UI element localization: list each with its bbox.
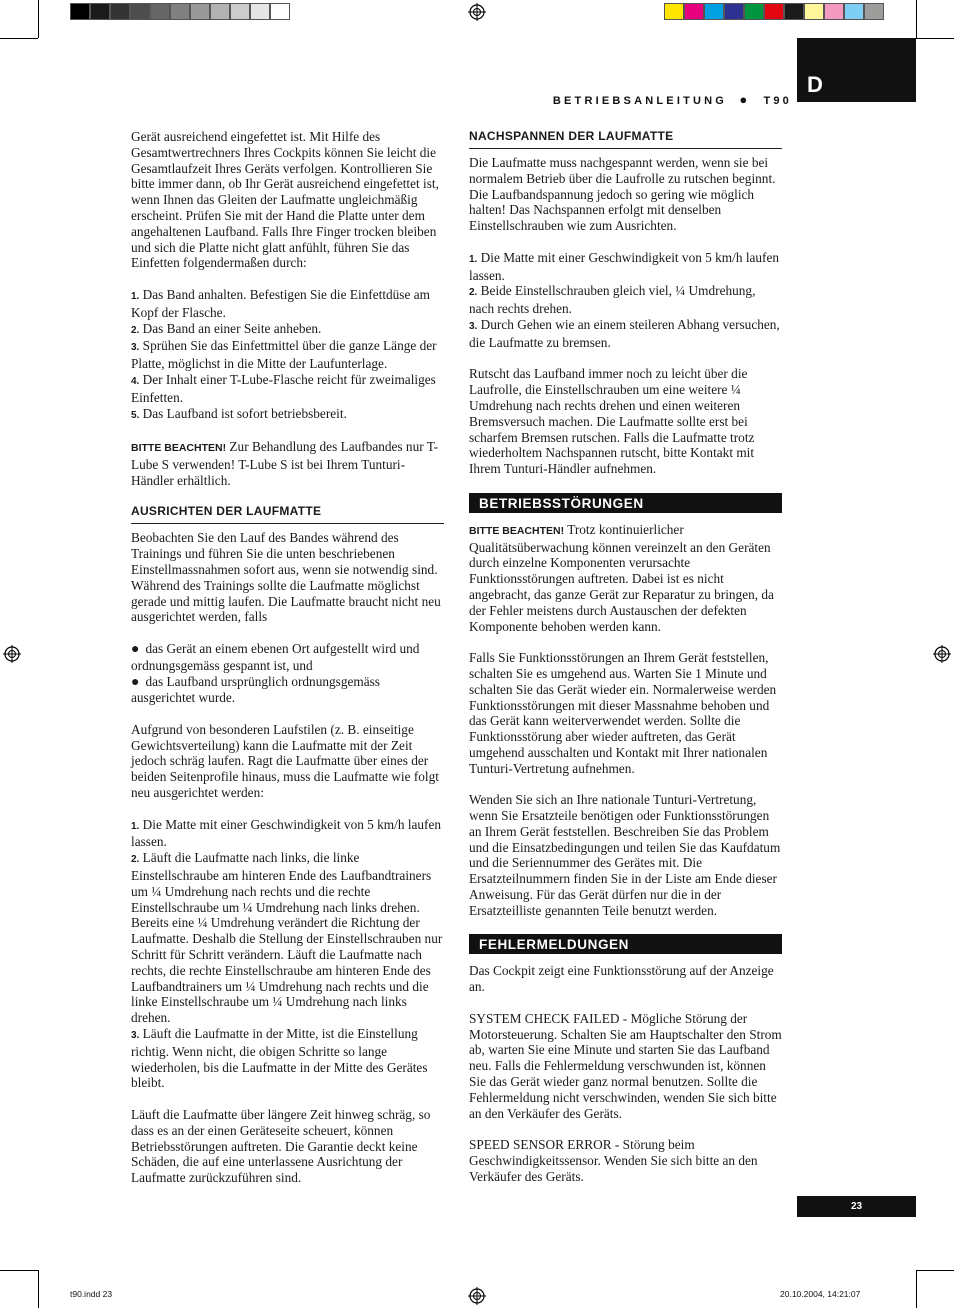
file-slug: t90.indd 23 — [70, 1289, 113, 1299]
color-swatch — [150, 3, 170, 20]
step-text: Der Inhalt einer T-Lube-Flasche reicht für zweimaliges Einfetten. — [131, 371, 436, 405]
error-system-check: SYSTEM CHECK FAILED - Mögliche Störung der Motorsteuerung. Schalten Sie am Hauptschalter den Strom ab, warten Sie eine Minute und starten Sie das Laufband neu. Falls die Fehlermeldung verschwunden ist, können Sie das Gerät wieder ganz normal benutzen. Sollte die Fehlermeldung nicht verschwinden, wenden Sie sich bitte an den Verkäufer des Geräts. — [469, 1010, 782, 1121]
crop-mark — [0, 38, 38, 39]
step-number: 2. — [131, 324, 140, 336]
error-speed-sensor: SPEED SENSOR ERROR - Störung beim Geschwindigkeitssensor. Wenden Sie sich bitte an den Verkäufer des Geräts. — [469, 1137, 758, 1184]
alignment-steps — [131, 817, 444, 1092]
step-number: 1. — [469, 253, 478, 265]
running-title: BETRIEBSANLEITUNG — [552, 95, 728, 107]
left-column — [131, 129, 444, 1186]
note-text: Zur Behandlung des Laufbandes nur T-Lube S verwenden! T-Lube S ist bei Ihrem Tunturi-Händler erhältlich. — [131, 439, 439, 488]
note-label: BITTE BEACHTEN! — [469, 524, 565, 537]
registration-mark-icon — [468, 1287, 486, 1305]
list-item — [131, 674, 444, 707]
step-text: Das Band anhalten. Befestigen Sie die Einfettdüse am Kopf der Flasche. — [131, 286, 430, 320]
model-name: T90 — [763, 95, 792, 107]
list-item — [131, 641, 444, 674]
crop-mark — [916, 1270, 954, 1271]
filled-circle-icon: ● — [739, 92, 748, 107]
list-item — [469, 283, 782, 317]
crop-mark — [0, 1270, 38, 1271]
tensioning-paragraph-2: Rutscht das Laufband immer noch zu leicht über die Laufrolle, die Einstellschrauben um eine weitere ¼ Umdrehung nach rechts drehen und einen weiteren Bremsversuch machen. Die Laufmatte sollte erst bei scharfem Bremsen rutschen. Falls die Laufmatte trotz wiederholtem Nachspannen rutscht, bitte Kontakt mit Ihrem Tunturi-Händler aufnehmen. — [469, 366, 755, 477]
color-swatch — [230, 3, 250, 20]
running-header — [520, 92, 792, 107]
color-swatch — [130, 3, 150, 20]
step-text: Das Band an einer Seite anheben. — [142, 320, 322, 336]
language-tab — [797, 38, 916, 102]
list-item — [131, 406, 444, 424]
color-swatch — [250, 3, 270, 20]
color-swatch — [784, 3, 804, 20]
color-swatch — [70, 3, 90, 20]
list-item — [131, 321, 444, 339]
step-text: Das Laufband ist sofort betriebsbereit. — [142, 405, 347, 421]
bullet-text: das Gerät an einem ebenen Ort aufgestellt wird und ordnungsgemäss gespannt ist, und — [131, 640, 420, 673]
section-heading-tensioning: NACHSPANNEN DER LAUFMATTE — [469, 129, 782, 149]
section-heading-alignment: AUSRICHTEN DER LAUFMATTE — [131, 504, 444, 524]
malfunction-paragraph: Falls Sie Funktionsstörungen an Ihrem Gerät feststellen, schalten Sie es umgehend aus. Warten Sie 1 Minute und schalten Sie das Gerät wieder ein. Normalerweise werden Funktionsstörungen mit dieser Massnahme behoben und das Gerät kann weiterverwendet werden. Sollte die Funktionsstörung aber wieder auftreten, das Gerät umgehend ausschalten und Kontakt mit Ihrer nationalen Tunturi-Vertretung aufnehmen. — [469, 650, 777, 776]
color-swatch — [724, 3, 744, 20]
print-timestamp: 20.10.2004, 14:21:07 — [780, 1289, 861, 1299]
list-item — [131, 1026, 444, 1091]
bullet-text: das Laufband ursprünglich ordnungsgemäss ausgerichtet wurde. — [131, 673, 380, 706]
color-swatch — [170, 3, 190, 20]
language-tab-label: D — [807, 72, 823, 97]
note-text: Trotz kontinuierlicher Qualitätsüberwachung können vereinzelt an den Geräten durch einzelne Komponenten verursachte Funktionsstörungen auftreten. Dabei ist es nicht angebracht, das ganze Gerät zur Reparatur zu bringen, da der Fehler meistens durch Austauschen der defekten Komponente behoben werden kann. — [469, 521, 774, 634]
filled-circle-icon: ● — [131, 674, 140, 690]
crop-mark — [916, 1270, 917, 1308]
right-column — [469, 129, 782, 1185]
step-number: 3. — [131, 1030, 140, 1042]
color-swatch — [744, 3, 764, 20]
intro-paragraph: Gerät ausreichend eingefettet ist. Mit Hilfe des Gesamtwertrechners Ihres Cockpits können Sie leicht die Gesamtlaufzeit Ihres Geräts verfolgen. Kontrollieren Sie bitte immer dann, ob Ihr Gerät ausreichend eingefettet ist, wenn Ihnen das Gleiten der Laufmatte ungleichmäßig erscheint. Prüfen Sie mit der Hand die Platte unter dem angehaltenen Laufband. Falls Ihre Finger trocken bleiben und sich die Platte nicht glatt anfühlt, führen Sie das Einfetten folgendermaßen durch: — [131, 129, 439, 271]
lubrication-steps — [131, 287, 444, 423]
step-number: 5. — [131, 409, 140, 421]
step-number: 3. — [469, 320, 478, 332]
registration-mark-icon — [468, 3, 486, 21]
spare-parts-paragraph: Wenden Sie sich an Ihre nationale Tunturi-Vertretung, wenn Sie Ersatzteile benötigen oder Funktionsstörungen an Ihrem Gerät feststellen. Beschreiben Sie das Problem und die Einsatzbedingungen und teilen Sie das Kaufdatum und die Seriennummer des Gerätes mit. Die Ersatzteilnummern finden Sie in der Liste am Ende dieser Anweisung. Für das Gerät dürfen nur die in der Ersatzteilliste genannten Teile benutzt werden. — [469, 792, 781, 918]
tensioning-steps — [469, 250, 782, 351]
step-number: 4. — [131, 375, 140, 387]
section-heading-error-messages: FEHLERMELDUNGEN — [469, 934, 782, 954]
list-item — [131, 372, 444, 406]
step-text: Läuft die Laufmatte in der Mitte, ist die Einstellung richtig. Wenn nicht, die obigen Schritte so lange wiederholen, bis die Laufmatte in der Mitte des Gerätes bleibt. — [131, 1026, 428, 1091]
step-text: Sprühen Sie das Einfettmittel über die ganze Länge der Platte, möglichst in die Mitte der Laufunterlage. — [131, 338, 437, 372]
list-item — [469, 250, 782, 284]
step-number: 3. — [131, 342, 140, 354]
page-number: 23 — [797, 1196, 916, 1217]
color-swatch — [764, 3, 784, 20]
note-label: BITTE BEACHTEN! — [131, 442, 227, 455]
color-swatch — [844, 3, 864, 20]
step-number: 2. — [131, 854, 140, 866]
step-text: Die Matte mit einer Geschwindigkeit von 5 km/h laufen lassen. — [131, 816, 442, 850]
alignment-conditions — [131, 641, 444, 706]
crop-mark — [916, 38, 954, 39]
step-number: 2. — [469, 287, 478, 299]
crop-mark — [38, 1270, 39, 1308]
color-swatch — [804, 3, 824, 20]
list-item — [131, 817, 444, 851]
color-swatch — [110, 3, 130, 20]
error-intro: Das Cockpit zeigt eine Funktionsstörung auf der Anzeige an. — [469, 963, 774, 995]
list-item — [131, 338, 444, 372]
registration-mark-icon — [933, 645, 951, 663]
list-item — [469, 317, 782, 351]
crop-mark — [916, 0, 917, 38]
alignment-paragraph: Beobachten Sie den Lauf des Bandes während des Trainings und führen Sie die unten beschriebenen Einstellmassnahmen sofort aus, wenn sie notwendig sind. Während des Trainings sollte die Laufmatte möglichst gerade und mittig laufen. Die Laufmatte braucht nicht neu ausgerichtet werden, falls — [131, 530, 441, 625]
filled-circle-icon: ● — [131, 641, 140, 657]
color-swatch — [210, 3, 230, 20]
step-text: Durch Gehen wie an einem steileren Abhang versuchen, die Laufmatte zu bremsen. — [469, 316, 780, 350]
step-text: Beide Einstellschrauben gleich viel, ¼ Umdrehung, nach rechts drehen. — [469, 283, 756, 317]
alignment-paragraph-2: Aufgrund von besonderen Laufstilen (z. B. einseitige Gewichtsverteilung) kann die Laufmatte mit der Zeit jedoch schräg laufen. Ragt die Laufmatte über eines der beiden Seitenprofile hinaus, muss die Laufmatte wie folgt neu ausgerichtet werden: — [131, 721, 439, 801]
color-swatch — [190, 3, 210, 20]
registration-mark-icon — [3, 645, 21, 663]
color-swatch — [864, 3, 884, 20]
color-swatch — [664, 3, 684, 20]
section-heading-malfunctions: BETRIEBSSTÖRUNGEN — [469, 493, 782, 513]
malfunction-note — [469, 522, 782, 635]
color-swatch — [90, 3, 110, 20]
step-number: 1. — [131, 820, 140, 832]
step-text: Die Matte mit einer Geschwindigkeit von 5 km/h laufen lassen. — [469, 249, 780, 283]
step-number: 1. — [131, 290, 140, 302]
tensioning-paragraph: Die Laufmatte muss nachgespannt werden, wenn sie bei normalem Betrieb über die Laufrolle zu rutschen beginnt. Die Laufbandspannung jedoch so gering wie möglich halten! Das Nachspannen erfolgt mit denselben Einstellschrauben wie zum Ausrichten. — [469, 155, 776, 234]
list-item — [131, 287, 444, 321]
warranty-paragraph: Läuft die Laufmatte über längere Zeit hinweg schräg, so dass es an der einen Geräteseite scheuert, können Betriebsstörungen auftreten. Die Garantie deckt keine Schäden, die auf eine unterlassene Ausrichtung der Laufmatte zurückzuführen sind. — [131, 1107, 431, 1186]
list-item — [131, 850, 444, 1026]
note-paragraph — [131, 439, 444, 488]
color-swatch — [824, 3, 844, 20]
color-swatch — [704, 3, 724, 20]
step-text: Läuft die Laufmatte nach links, die linke Einstellschraube am hinteren Ende des Laufbandtrainers um ¼ Umdrehung nach rechts und die rechte Einstellschraube um ¼ Umdrehung nach links drehen. Bereits eine ¼ Umdrehung verändert die Richtung der Laufmatte. Deshalb die Stellung der Einstellschrauben nur Schritt für Schritt verändern. Läuft die Laufmatte nach rechts, die rechte Einstellschraube am hinteren Ende des Laufbandtrainers um ¼ Umdrehung nach rechts und die linke Einstellschraube um ¼ Umdrehung nach links drehen. — [131, 850, 443, 1026]
color-swatch — [270, 3, 290, 20]
crop-mark — [38, 0, 39, 38]
color-swatch — [684, 3, 704, 20]
